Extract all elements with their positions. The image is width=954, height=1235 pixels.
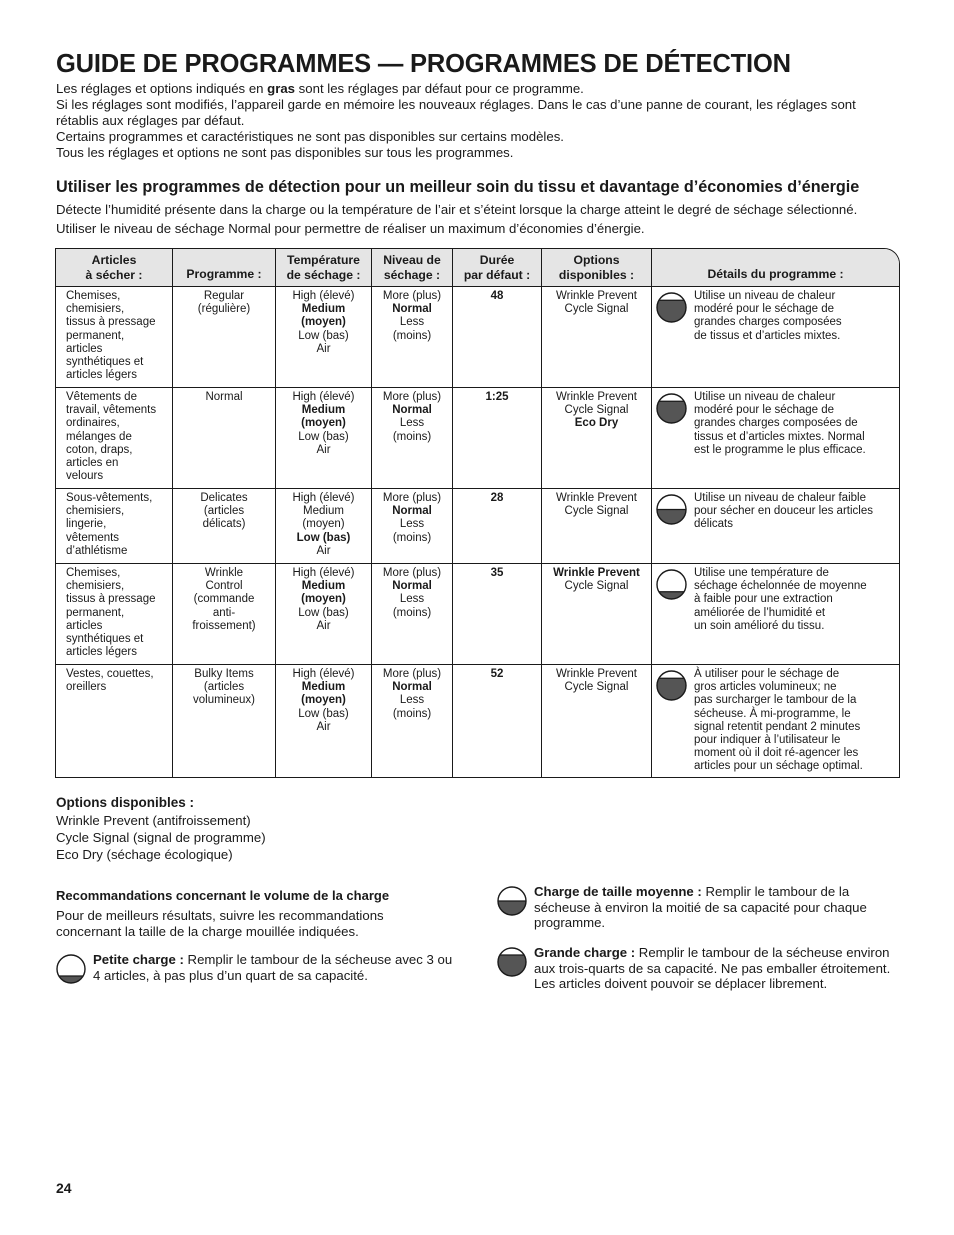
cell-programme: Normal: [173, 388, 276, 489]
cell-options: Wrinkle Prevent Cycle Signal: [542, 665, 652, 777]
large-load-icon: [656, 393, 688, 428]
cycle-guide-table-container: [55, 248, 898, 773]
header-articles: Articles à sécher :: [56, 249, 173, 287]
header-programme: Programme :: [173, 249, 276, 287]
table-row: [56, 564, 899, 665]
page-title: GUIDE DE PROGRAMMES — PROGRAMMES DE DÉTECTION: [56, 50, 791, 78]
cell-articles: Sous-vêtements, chemisiers, lingerie, vêtements d’athlétisme: [56, 489, 173, 564]
cell-niveau: More (plus) Normal Less (moins): [372, 489, 453, 564]
table-header-row: [56, 249, 899, 287]
large-load-icon: [497, 947, 527, 981]
intro-text: [56, 81, 896, 161]
cell-options: Wrinkle Prevent Cycle Signal: [542, 564, 652, 665]
cell-duree: 28: [453, 489, 542, 564]
cell-niveau: More (plus) Normal Less (moins): [372, 665, 453, 777]
cell-options: Wrinkle Prevent Cycle Signal Eco Dry: [542, 388, 652, 489]
cell-options: Wrinkle Prevent Cycle Signal: [542, 287, 652, 388]
header-niveau: Niveau de séchage :: [372, 249, 453, 287]
small-load-icon: [56, 954, 86, 988]
recommendations-heading: Recommandations concernant le volume de la charge: [56, 888, 390, 903]
medium-load-icon: [497, 886, 527, 920]
cell-articles: Chemises, chemisiers, tissus à pressage permanent, articles synthétiques et articles légers: [56, 564, 173, 665]
cell-articles: Chemises, chemisiers, tissus à pressage permanent, articles synthétiques et articles légers: [56, 287, 173, 388]
intro-line-3: Certains programmes et caractéristiques ne sont pas disponibles sur certains modèles.: [56, 129, 564, 144]
intro-line-2: Si les réglages sont modifiés, l’appareil garde en mémoire les nouveaux réglages. Dans le cas d’une panne de courant, les réglages sont rétablis aux réglages par défaut.: [56, 97, 856, 128]
medium-load-icon: [656, 494, 688, 529]
small-load-note: Petite charge : Remplir le tambour de la sécheuse avec 3 ou 4 articles, à pas plus d’un quart de sa capacité.: [56, 952, 460, 988]
cell-options: Wrinkle Prevent Cycle Signal: [542, 489, 652, 564]
large-load-icon: [656, 670, 688, 705]
options-heading: Options disponibles :: [56, 795, 194, 810]
cell-details: Utilise une température de séchage échelonnée de moyenne à faible pour une extraction améliorée de l’humidité et un soin amélioré du tissu.: [652, 564, 899, 665]
large-load-note: Grande charge : Remplir le tambour de la sécheuse environ aux trois-quarts de sa capacité. Ne pas emballer étroitement. Les articles doivent pouvoir se déplacer librement.: [497, 945, 897, 992]
cell-programme: Bulky Items (articles volumineux): [173, 665, 276, 777]
header-temperature: Température de séchage :: [276, 249, 372, 287]
cell-details: Utilise un niveau de chaleur modéré pour le séchage de grandes charges composées de tissus et d’articles mixtes.: [652, 287, 899, 388]
cell-details: Utilise un niveau de chaleur faible pour sécher en douceur les articles délicats: [652, 489, 899, 564]
cell-duree: 1:25: [453, 388, 542, 489]
cell-duree: 48: [453, 287, 542, 388]
table-row: [56, 287, 899, 388]
cell-programme: Delicates (articles délicats): [173, 489, 276, 564]
small-load-icon: [656, 569, 688, 604]
table-row: [56, 489, 899, 564]
option-item: Eco Dry (séchage écologique): [56, 847, 233, 862]
header-details: Détails du programme :: [652, 249, 899, 287]
options-list: [56, 812, 266, 863]
table-body: [56, 287, 899, 777]
intro-line-4: Tous les réglages et options ne sont pas disponibles sur tous les programmes.: [56, 145, 514, 160]
cell-temperature: High (élevé) Medium (moyen) Low (bas) Air: [276, 287, 372, 388]
intro-line-1: Les réglages et options indiqués en gras sont les réglages par défaut pour ce programme.: [56, 81, 584, 96]
cell-articles: Vestes, couettes, oreillers: [56, 665, 173, 777]
cell-temperature: High (élevé) Medium (moyen) Low (bas) Air: [276, 489, 372, 564]
recommendations-text: Pour de meilleurs résultats, suivre les recommandations concernant la taille de la charge mouillée indiquées.: [56, 908, 384, 939]
cell-details: Utilise un niveau de chaleur modéré pour le séchage de grandes charges composées de tissus et d’articles mixtes. Normal est le programme le plus efficace.: [652, 388, 899, 489]
cell-niveau: More (plus) Normal Less (moins): [372, 564, 453, 665]
cell-niveau: More (plus) Normal Less (moins): [372, 287, 453, 388]
cell-programme: Regular (régulière): [173, 287, 276, 388]
header-duree: Durée par défaut :: [453, 249, 542, 287]
section-subheading: Utiliser les programmes de détection pour un meilleur soin du tissu et davantage d’économies d’énergie: [56, 178, 860, 196]
cycle-guide-table: [55, 248, 900, 778]
cell-programme: Wrinkle Control (commande anti- froissement): [173, 564, 276, 665]
large-load-icon: [656, 292, 688, 327]
cell-niveau: More (plus) Normal Less (moins): [372, 388, 453, 489]
cell-duree: 52: [453, 665, 542, 777]
table-row: [56, 665, 899, 777]
cell-articles: Vêtements de travail, vêtements ordinaires, mélanges de coton, draps, articles en velours: [56, 388, 173, 489]
cell-temperature: High (élevé) Medium (moyen) Low (bas) Air: [276, 564, 372, 665]
medium-load-note: Charge de taille moyenne : Remplir le tambour de la sécheuse à environ la moitié de sa capacité pour chaque programme.: [497, 884, 897, 931]
section-description: Détecte l’humidité présente dans la charge ou la température de l’air et s’éteint lorsque la charge atteint le degré de séchage sélectionné. Utiliser le niveau de séchage Normal pour permettre de réaliser un maximum d’économies d’énergie.: [56, 202, 858, 236]
table-row: [56, 388, 899, 489]
cell-duree: 35: [453, 564, 542, 665]
option-item: Cycle Signal (signal de programme): [56, 830, 266, 845]
header-options: Options disponibles :: [542, 249, 652, 287]
option-item: Wrinkle Prevent (antifroissement): [56, 813, 251, 828]
cell-temperature: High (élevé) Medium (moyen) Low (bas) Air: [276, 665, 372, 777]
cell-details: À utiliser pour le séchage de gros articles volumineux; ne pas surcharger le tambour de la sécheuse. À mi-programme, le signal retentit pendant 2 minutes pour indiquer à l’utilisateur le moment où il doit ré-agencer les articles pour un séchage optimal.: [652, 665, 899, 777]
cell-temperature: High (élevé) Medium (moyen) Low (bas) Air: [276, 388, 372, 489]
page-number: 24: [56, 1180, 72, 1196]
